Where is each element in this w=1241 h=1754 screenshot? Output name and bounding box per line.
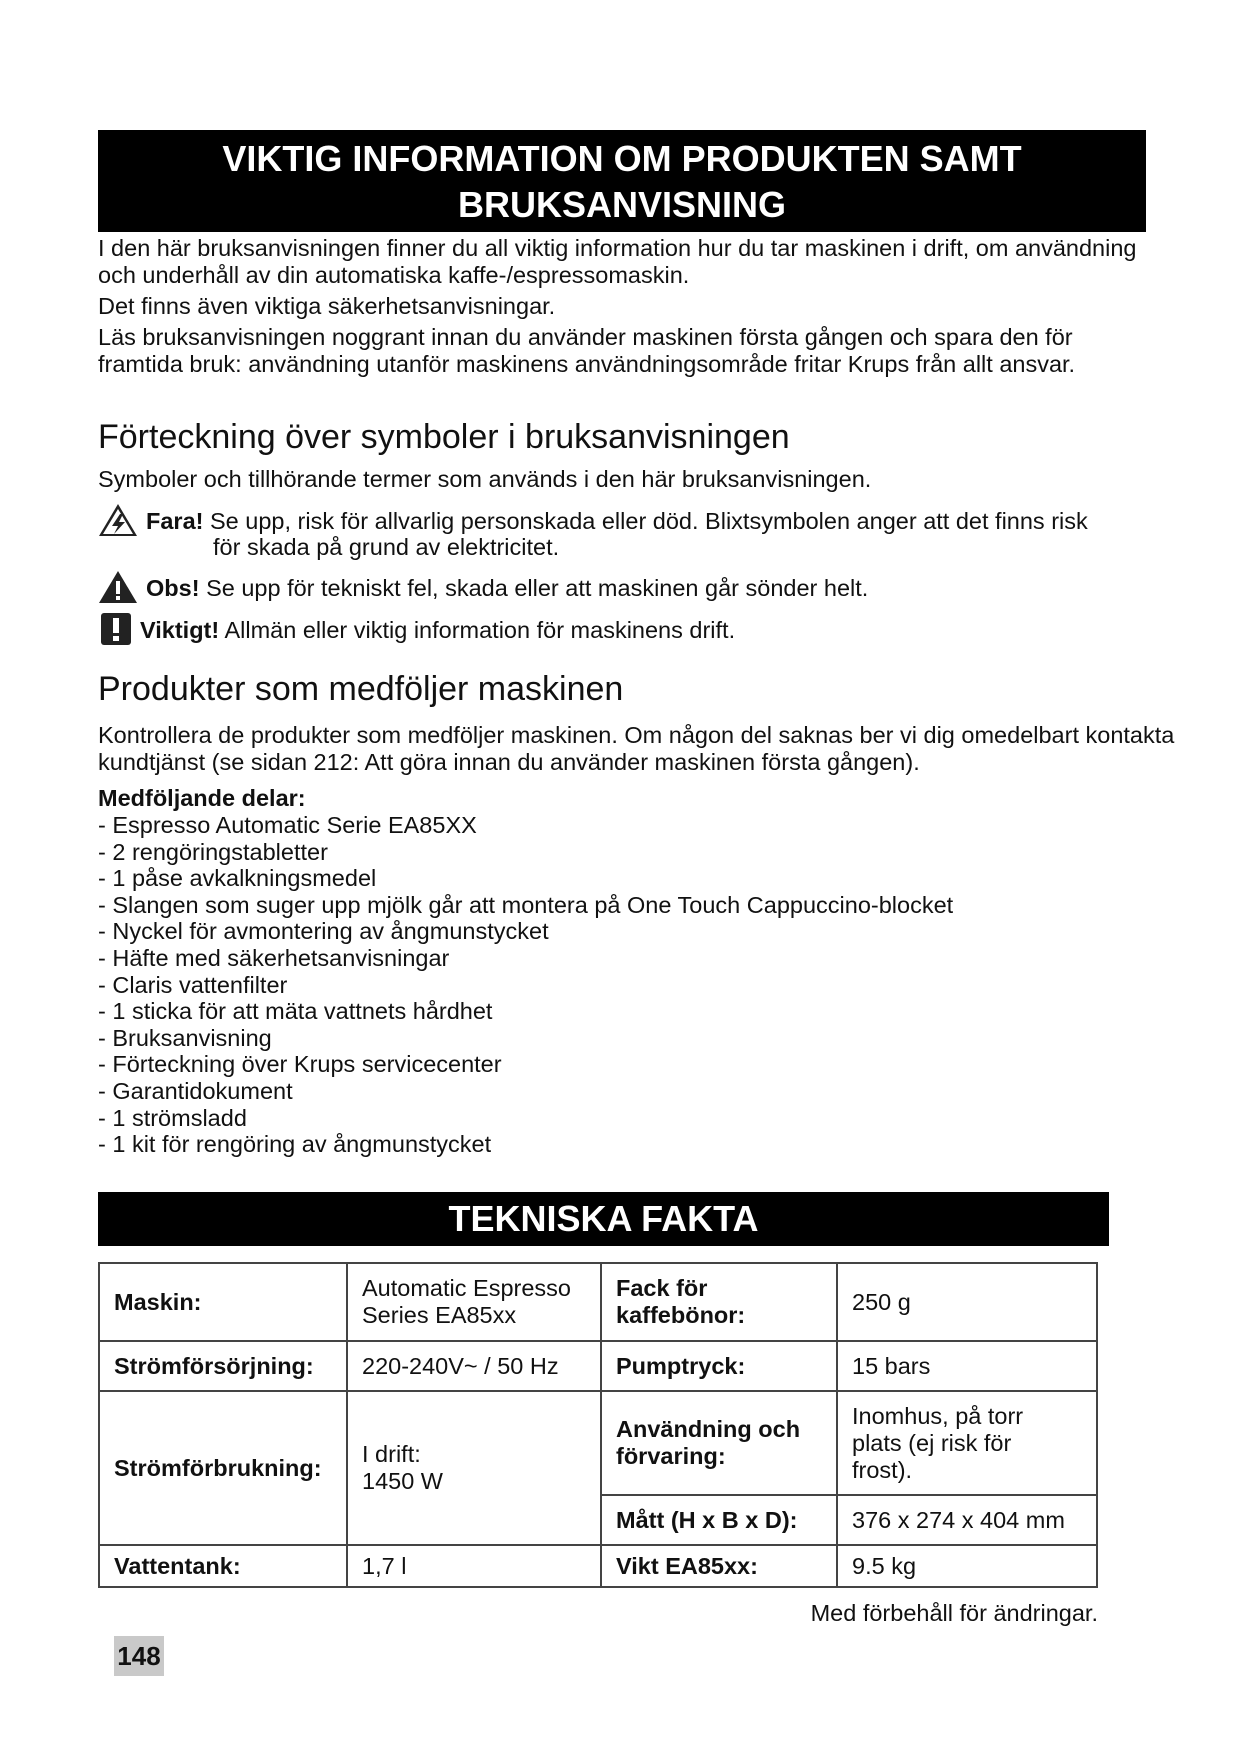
table-row [99, 1341, 1097, 1391]
maskin-value-line1: Automatic Espresso [362, 1275, 571, 1301]
list-item: - 1 påse avkalkningsmedel [98, 865, 377, 892]
tech-heading-banner: TEKNISKA FAKTA [98, 1192, 1109, 1246]
forbruk-value-line2: 1450 W [362, 1468, 443, 1494]
anv-label [601, 1391, 837, 1495]
main-title-line1: VIKTIG INFORMATION OM PRODUKTEN SAMT [222, 138, 1022, 179]
intro-paragraph-1: I den här bruksanvisningen finner du all viktig information hur du tar maskinen i drift, om användning och underhåll av din automatiska kaffe-/espressomaskin. [98, 235, 1137, 288]
parts-list [98, 812, 953, 1158]
specs-table [98, 1262, 1098, 1588]
fack-value: 250 g [837, 1263, 1097, 1341]
products-heading: Produkter som medföljer maskinen [98, 670, 624, 708]
list-item: - Bruksanvisning [98, 1024, 272, 1051]
exclamation-icon [101, 613, 131, 645]
strom-value: 220-240V~ / 50 Hz [347, 1341, 601, 1391]
symbols-subtitle: Symboler och tillhörande termer som används i den här bruksanvisningen. [98, 466, 872, 492]
maskin-value-line2: Series EA85xx [362, 1302, 517, 1328]
vikt-value: 9.5 kg [837, 1545, 1097, 1587]
intro-text [98, 235, 1158, 382]
forbruk-value [347, 1391, 601, 1545]
main-title-banner [98, 130, 1146, 232]
list-item: - 1 sticka för att mäta vattnets hårdhet [98, 998, 493, 1025]
list-item: - Häfte med säkerhetsanvisningar [98, 944, 450, 971]
page-number: 148 [114, 1636, 164, 1676]
pump-label: Pumptryck: [601, 1341, 837, 1391]
list-item: - Claris vattenfilter [98, 971, 288, 998]
list-item: - Förteckning över Krups servicecenter [98, 1051, 502, 1078]
pump-value: 15 bars [837, 1341, 1097, 1391]
change-note: Med förbehåll för ändringar. [810, 1600, 1098, 1626]
symbol-fara [146, 508, 1088, 535]
vatten-label: Vattentank: [99, 1545, 347, 1587]
fack-label [601, 1263, 837, 1341]
anv-value [837, 1391, 1097, 1495]
list-item: - 2 rengöringstabletter [98, 838, 328, 865]
list-item: - Slangen som suger upp mjölk går att montera på One Touch Cappuccino-blocket [98, 891, 954, 918]
symbol-viktigt [140, 617, 735, 644]
matt-value: 376 x 274 x 404 mm [837, 1495, 1097, 1545]
viktigt-term: Viktigt! [140, 617, 220, 643]
matt-label: Mått (H x B x D): [601, 1495, 837, 1545]
vikt-label: Vikt EA85xx: [601, 1545, 837, 1587]
symbols-heading: Förteckning över symboler i bruksanvisningen [98, 418, 790, 456]
fara-text-line2: för skada på grund av elektricitet. [213, 534, 560, 560]
intro-paragraph-2: Det finns även viktiga säkerhetsanvisningar. [98, 293, 556, 319]
fara-text: Se upp, risk för allvarlig personskada eller död. Blixtsymbolen anger att det finns risk [210, 508, 1088, 534]
viktigt-text: Allmän eller viktig information för maskinens drift. [224, 617, 736, 643]
list-item: - Espresso Automatic Serie EA85XX [98, 812, 477, 838]
anv-value-line3: frost). [852, 1456, 913, 1483]
electric-warning-icon [98, 503, 138, 537]
table-row [99, 1263, 1097, 1341]
anv-value-line1: Inomhus, på torr [852, 1402, 1024, 1429]
obs-text: Se upp för tekniskt fel, skada eller att maskinen går sönder helt. [206, 575, 869, 601]
fara-term: Fara! [146, 508, 204, 534]
list-item: - 1 strömsladd [98, 1104, 247, 1131]
list-item: - 1 kit för rengöring av ångmunstycket [98, 1131, 492, 1158]
forbruk-value-line1: I drift: [362, 1441, 421, 1467]
intro-paragraph-3: Läs bruksanvisningen noggrant innan du använder maskinen första gången och spara den för framtida bruk: användning utanför maskinens användningsområde fritar Krups från allt ansvar. [98, 324, 1076, 377]
maskin-label: Maskin: [99, 1263, 347, 1341]
products-text: Kontrollera de produkter som medföljer maskinen. Om någon del saknas ber vi dig omedelbart kontakta kundtjänst (se sidan 212: Att göra innan du använder maskinen första gången). [98, 722, 1175, 775]
strom-label: Strömförsörjning: [99, 1341, 347, 1391]
fack-label-line1: Fack för [616, 1275, 708, 1301]
forbruk-label: Strömförbrukning: [99, 1391, 347, 1545]
anv-value-line2: plats (ej risk för [852, 1429, 1012, 1456]
main-title-line2: BRUKSANVISNING [457, 184, 787, 225]
fack-label-line2: kaffebönor: [616, 1302, 746, 1328]
list-item: - Nyckel för avmontering av ångmunstycket [98, 918, 549, 945]
symbol-obs [146, 575, 868, 602]
list-item: - Garantidokument [98, 1077, 293, 1104]
obs-term: Obs! [146, 575, 200, 601]
anv-label-line1: Användning och [616, 1416, 801, 1442]
maskin-value [347, 1263, 601, 1341]
warning-icon [98, 570, 138, 604]
table-row [99, 1391, 1097, 1495]
table-row [99, 1545, 1097, 1587]
vatten-value: 1,7 l [347, 1545, 601, 1587]
parts-title: Medföljande delar: [98, 785, 306, 811]
anv-label-line2: förvaring: [616, 1443, 726, 1469]
